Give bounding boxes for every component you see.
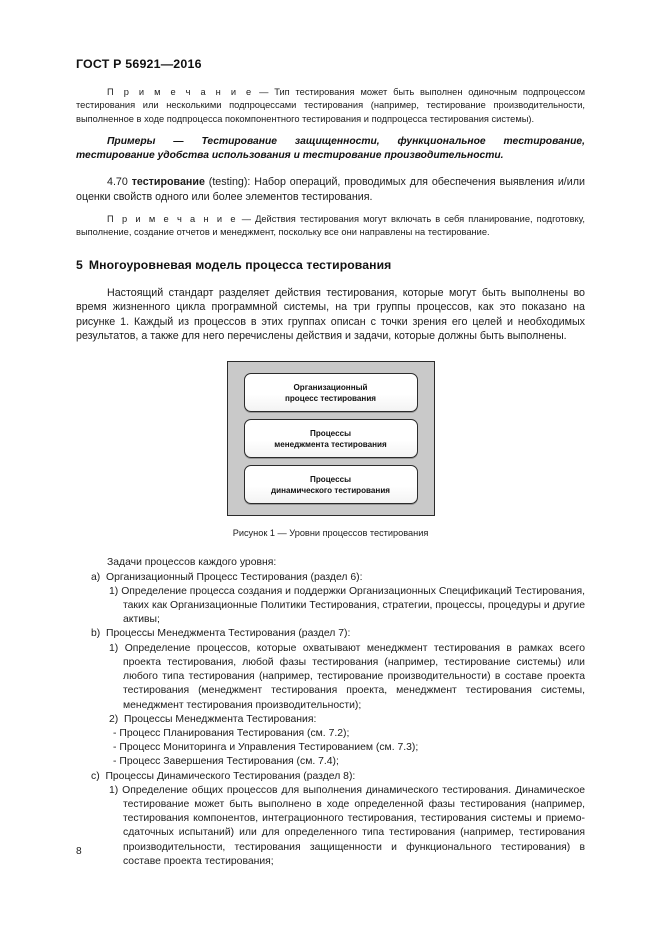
figure-box-management-line1: Процессы xyxy=(310,428,351,438)
figure-box-organizational-line2: процесс тестирования xyxy=(284,393,377,403)
figure-1-wrapper xyxy=(76,361,585,516)
list-marker-c: c) xyxy=(91,770,100,782)
list-item-a-1 xyxy=(76,585,585,628)
list-item-b-2-dash-3: - Процесс Завершения Тестирования (см. 7.4); xyxy=(113,756,339,768)
list-marker-b-1: 1) xyxy=(109,642,119,654)
note-text-1: Тип тестирования может быть выполнен одиночным подпроцессом тестирования или несколькими подпроцессами тестирования (например, тестирование производительности, выполненное в ходе подпроцесса покомпонентного тестирования и подпроцесса тестирования системы). xyxy=(76,87,585,124)
list-text-b-2: Процессы Менеджмента Тестирования: xyxy=(124,713,317,725)
list-text-a: Организационный Процесс Тестирования (раздел 6): xyxy=(106,571,363,583)
figure-box-management-line2: менеджмента тестирования xyxy=(274,439,387,449)
list-text-b-1: Определение процессов, которые охватывают менеджмент тестирования в рамках всего проекта тестирования, любой фазы тестирования (например, тестирование системы) или любого типа тестирования (например, тестирование производительности) в составе проекта тестирования (менеджмент тестирования проекта, менеджмент тестирования системы, менеджмент тестирования производительности); xyxy=(123,642,585,711)
list-item-b-2 xyxy=(76,713,585,727)
examples-dash: — xyxy=(173,136,184,148)
list-marker-b-2: 2) xyxy=(109,713,119,725)
clause-term: тестирование xyxy=(131,176,205,189)
list-marker-a: a) xyxy=(91,571,101,583)
clause-470 xyxy=(76,175,585,204)
figure-box-management xyxy=(244,419,418,458)
tasks-intro: Задачи процессов каждого уровня: xyxy=(107,557,277,569)
clause-definition: Набор операций, проводимых для обеспечения выявления и/или оценки свойств одного или более элементов тестирования. xyxy=(76,176,585,203)
note-label-1: П р и м е ч а н и е xyxy=(107,87,254,97)
note-label-2: П р и м е ч а н и е xyxy=(107,214,238,225)
list-text-c: Процессы Динамического Тестирования (раздел 8): xyxy=(105,770,356,782)
note-dash-2: — xyxy=(241,214,251,225)
list-marker-b: b) xyxy=(91,628,101,640)
section-5-paragraph: Настоящий стандарт разделяет действия тестирования, которые могут быть выполнены во время жизненного цикла программной системы, на три группы процессов, как это показано на рисунке 1. Каждый из процессов в этих группах описан с точки зрения его целей и необходимых результатов, а также для него перечислены действия и задачи, которые должны быть выполнены. xyxy=(76,286,585,343)
section-5-number: 5 xyxy=(76,257,83,272)
list-item-b-1 xyxy=(76,642,585,713)
list-marker-a-1: 1) xyxy=(109,585,119,597)
note-paragraph-2 xyxy=(76,213,585,240)
examples-paragraph xyxy=(76,135,585,163)
note-dash-1: — xyxy=(259,87,269,97)
note-text-2: Действия тестирования могут включать в себя планирование, подготовку, выполнение, создание отчетов и менеджмент, поскольку все они направлены на тестирование. xyxy=(76,214,585,238)
figure-1-diagram xyxy=(227,361,435,516)
page-number: 8 xyxy=(76,846,82,857)
figure-box-dynamic-line2: динамического тестирования xyxy=(270,485,391,495)
document-header: ГОСТ Р 56921—2016 xyxy=(76,57,202,71)
list-item-a xyxy=(76,571,585,585)
list-text-b: Процессы Менеджмента Тестирования (раздел 7): xyxy=(106,628,351,640)
section-5-title: Многоуровневая модель процесса тестирования xyxy=(88,257,392,272)
list-item-b xyxy=(76,627,585,641)
document-body xyxy=(76,86,585,869)
section-5-heading xyxy=(76,258,585,272)
figure-1-caption: Рисунок 1 — Уровни процессов тестирования xyxy=(232,528,429,539)
list-text-a-1: Определение процесса создания и поддержки Организационных Спецификаций Тестирования, таких как Организационные Политики Тестирования, стратегии, процессы, процедуры и другие активы; xyxy=(121,585,586,626)
list-text-c-1: Определение общих процессов для выполнения динамического тестирования. Динамическое тестирование может быть выполнено в ходе определенной фазы тестирования (например, тестирования компонентов, интеграционного тестирования, тестирования системы и приемо-сдаточных испытаний) или для определенного типа тестирования (например, тестирования производительности, тестирования защищенности и функционального тестирования) в составе проекта тестирования; xyxy=(122,784,585,867)
figure-box-organizational-line1: Организационный xyxy=(293,382,368,392)
list-item-c-1 xyxy=(76,784,585,869)
list-marker-c-1: 1) xyxy=(109,784,119,796)
examples-label: Примеры xyxy=(107,136,156,148)
figure-box-dynamic xyxy=(244,465,418,504)
examples-text: Тестирование защищенности, функциональное тестирование, тестирование удобства использования и тестирование производительности. xyxy=(76,136,585,162)
list-item-b-2-dash-2: - Процесс Мониторинга и Управления Тестированием (см. 7.3); xyxy=(113,742,419,754)
list-item-c xyxy=(76,770,585,784)
figure-box-dynamic-line1: Процессы xyxy=(310,474,351,484)
note-paragraph-1 xyxy=(76,86,585,126)
clause-english: (testing): xyxy=(208,176,251,189)
clause-number: 4.70 xyxy=(107,176,128,189)
list-item-b-2-dash-1: - Процесс Планирования Тестирования (см. 7.2); xyxy=(113,727,350,739)
figure-box-organizational xyxy=(244,373,418,412)
